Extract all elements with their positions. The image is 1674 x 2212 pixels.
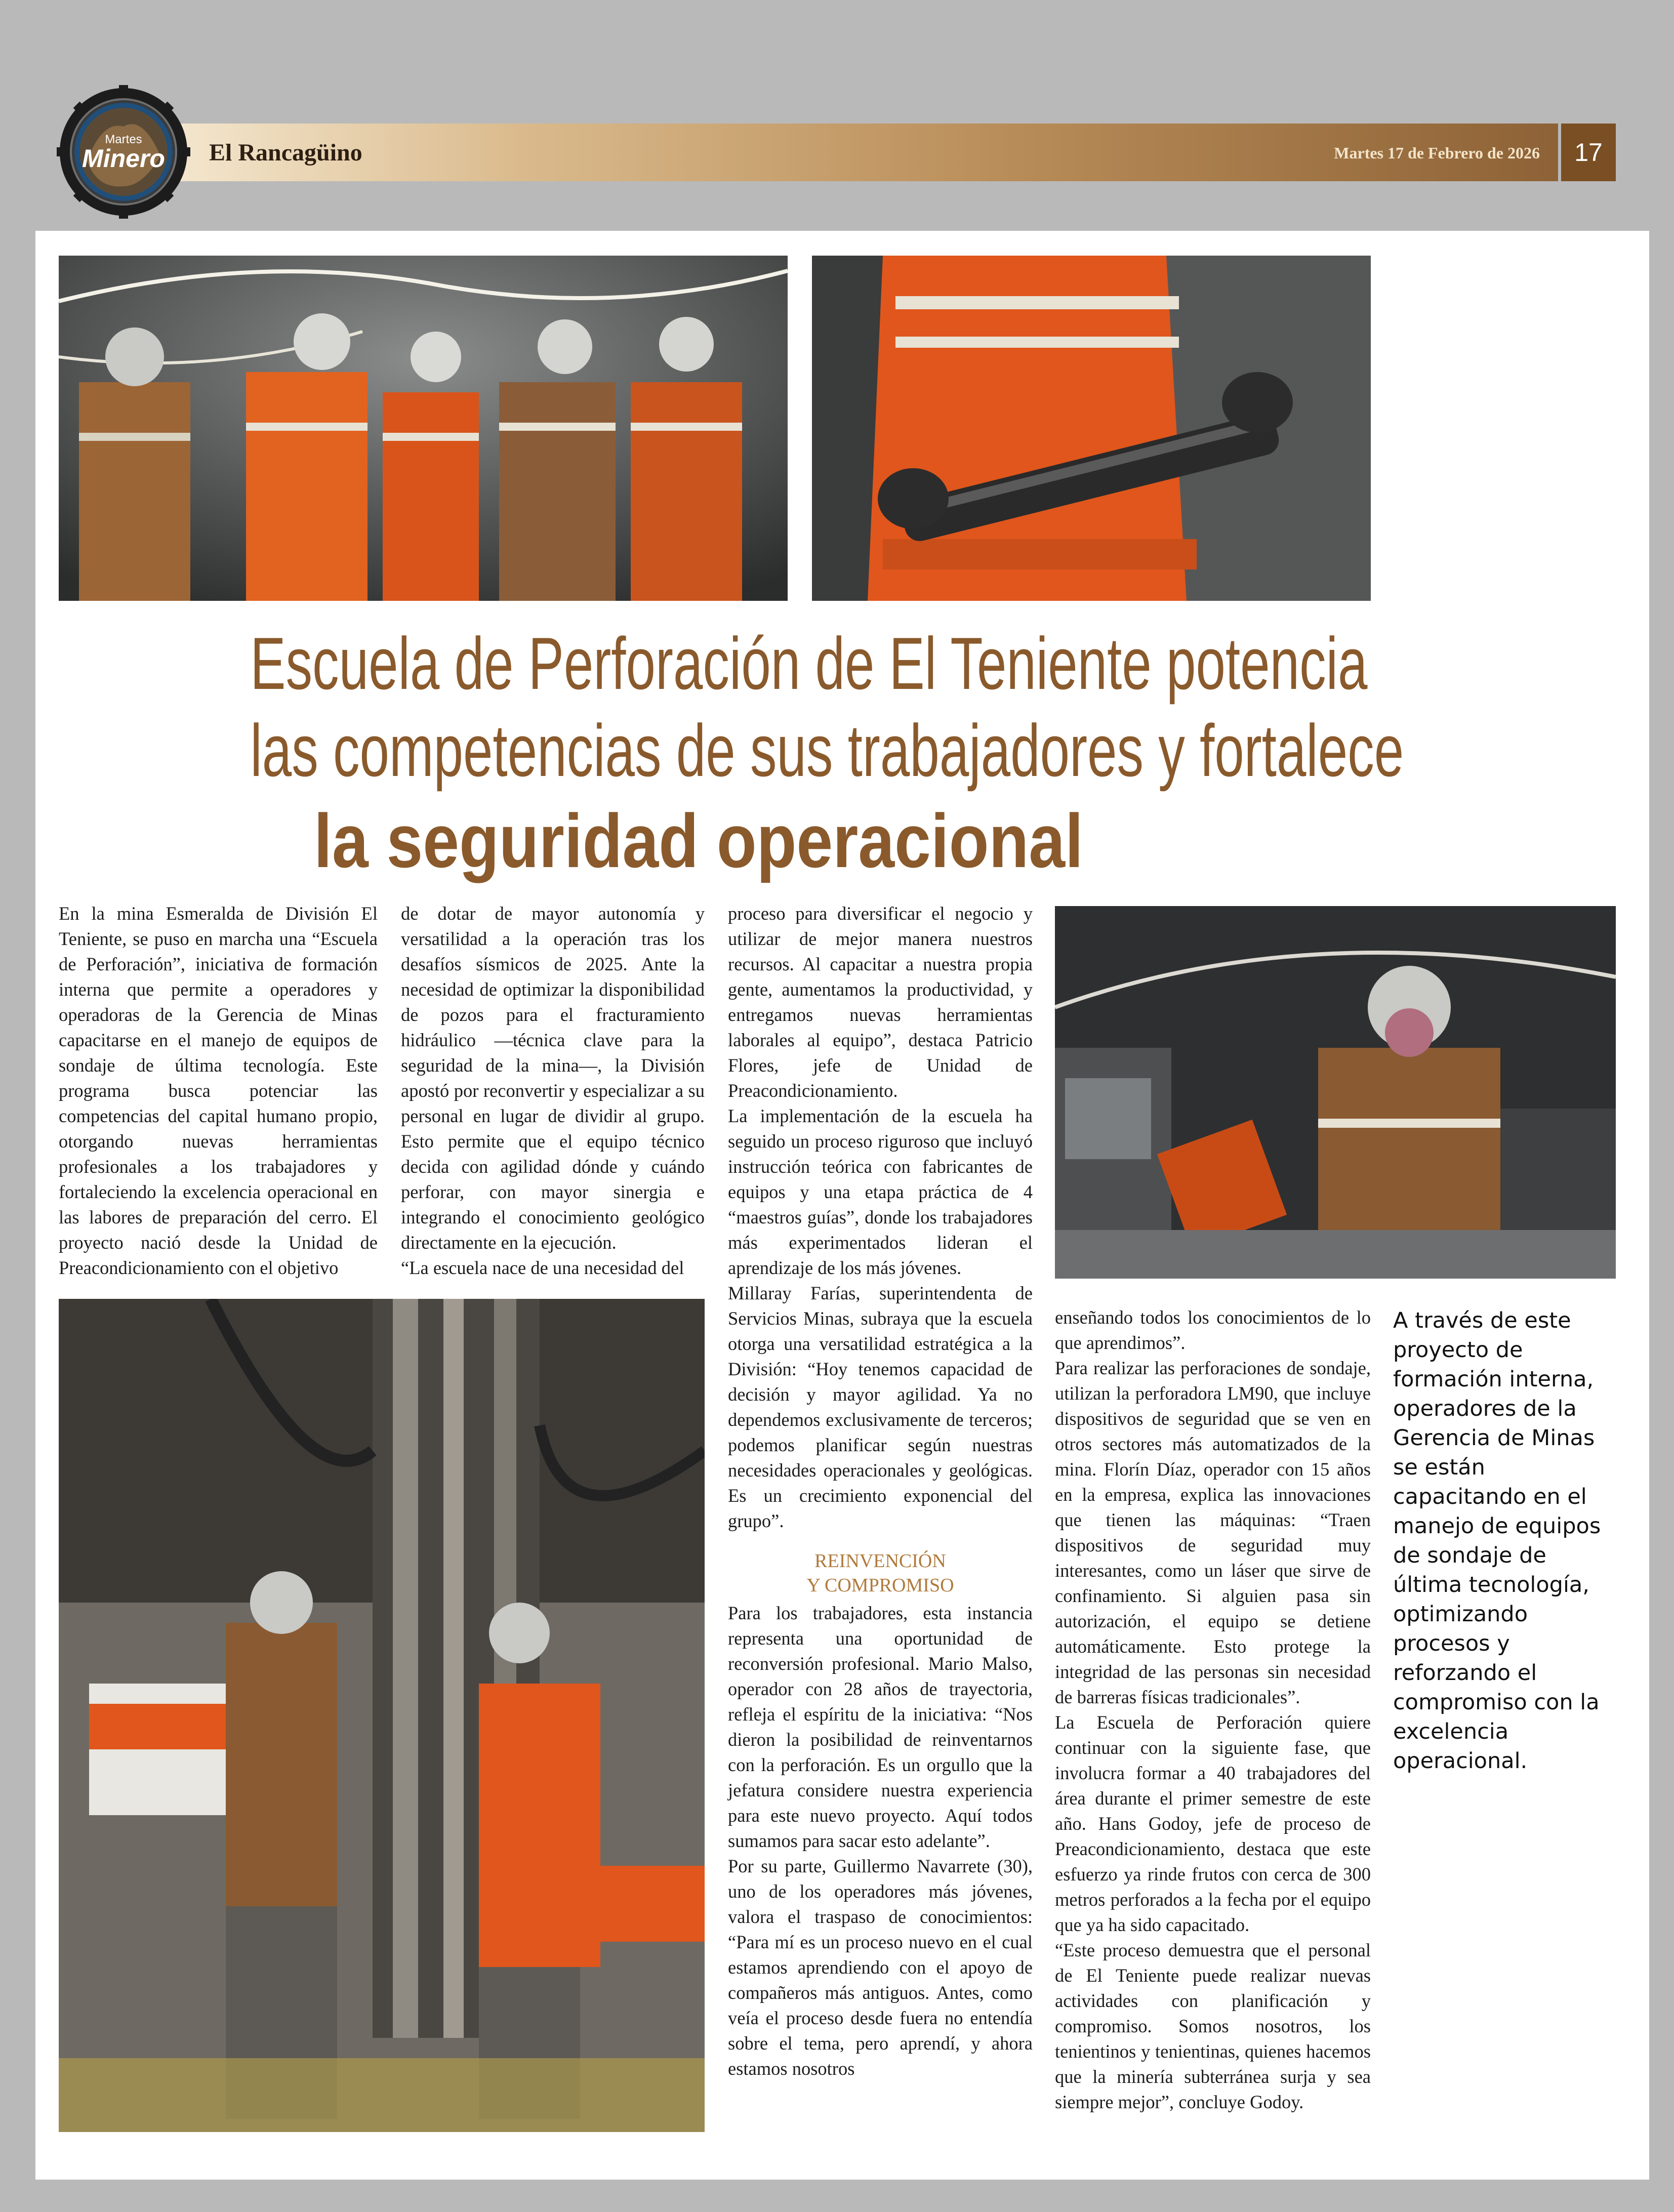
issue-date: Martes 17 de Febrero de 2026 bbox=[1334, 144, 1540, 162]
article-column-4 bbox=[1055, 1305, 1371, 2115]
paragraph: proceso para diversificar el negocio y utilizar de mejor manera nuestros recursos. Al capacitar a nuestra propia gente, aumentamos la productividad, y entregamos nuevas herramientas laborales al equipo”, destaca Patricio Flores, jefe de Unidad de Preacondicionamiento. bbox=[728, 903, 1033, 1101]
paragraph: Para realizar las perforaciones de sondaje, utilizan la perforadora LM90, que incluye dispositivos de seguridad que se ven en otros sectores más automatizados de la mina. Florín Díaz, operador con 15 años en la empresa, explica las innovaciones que tienen las máquinas: “Traen dispositivos de seguridad muy interesantes, como un láser que sirve de confinamiento. Si alguien pasa sin autorización, el equipo se detiene automáticamente. Esto protege la integridad de las personas sin necesidad de barreras físicas tradicionales”. bbox=[1055, 1358, 1371, 1707]
photo-core-sample bbox=[812, 256, 1371, 601]
paragraph: “La escuela nace de una necesidad del bbox=[401, 1257, 684, 1278]
paper-name: El Rancagüino bbox=[209, 139, 362, 166]
paragraph: “Este proceso demuestra que el personal de El Teniente puede realizar nuevas actividades con planificación y compromiso. Somos nosotros, los tenientinos y tenientinas, quienes hacemos que la minería subterránea surja y sea siempre mejor”, concluye Godoy. bbox=[1055, 1940, 1371, 2112]
pull-quote: A través de este proyecto de formación interna, operadores de la Gerencia de Minas se están capacitando en el manejo de equipos de sondaje de última tecnología, optimizando procesos y reforzando el compromiso con la excelencia operacional. bbox=[1393, 1308, 1601, 1774]
paragraph: La implementación de la escuela ha seguido un proceso riguroso que incluyó instrucción teórica con fabricantes de equipos y una etapa práctica de 4 “maestros guías”, donde los trabajadores más experimentados lideran el aprendizaje de los más jóvenes. bbox=[728, 1105, 1033, 1278]
article-column-2 bbox=[401, 901, 705, 1281]
article-column-3 bbox=[728, 901, 1033, 2081]
article-column-1 bbox=[59, 901, 378, 1281]
subhead-line-2: Y COMPROMISO bbox=[806, 1575, 954, 1596]
section-subhead bbox=[728, 1549, 1033, 1597]
headline-line-3: la seguridad operacional bbox=[314, 798, 1083, 883]
headline bbox=[76, 620, 1404, 888]
subhead-line-1: REINVENCIÓN bbox=[814, 1550, 946, 1572]
paragraph: La Escuela de Perforación quiere continuar con la siguiente fase, que involucra formar a 40 trabajadores del área durante el primer semestre de este año. Hans Godoy, jefe de proceso de Preacondicionamiento, destaca que este esfuerzo ya rinde frutos con cerca de 300 metros perforados a la fecha por el equipo que ya ha sido capacitado. bbox=[1055, 1712, 1371, 1935]
paragraph: En la mina Esmeralda de División El Teniente, se puso en marcha una “Escuela de Perforación”, iniciativa de formación interna que permite a operadores y operadoras de la Gerencia de Minas capacitarse en el manejo de equipos de sondaje de última tecnología. Este programa busca potenciar las competencias del capital humano propio, otorgando nuevas herramientas profesionales a los trabajadores y fortaleciendo la excelencia operacional en las labores de preparación del cerro. El proyecto nació desde la Unidad de Preacondicionamiento con el objetivo bbox=[59, 903, 378, 1278]
martes-minero-logo bbox=[57, 85, 190, 219]
paragraph: enseñando todos los conocimientos de lo que aprendimos”. bbox=[1055, 1307, 1371, 1353]
paragraph: Millaray Farías, superintendenta de Servicios Minas, subraya que la escuela otorga una versatilidad estratégica a la División: “Hoy tenemos capacidad de decisión y mayor agilidad. Ya no dependemos exclusivamente de terceros; podemos planificar según nuestras necesidades operacionales y geológicas. Es un crecimiento exponencial del grupo”. bbox=[728, 1283, 1033, 1531]
headline-line-2: las competencias de sus trabajadores y fortalece bbox=[250, 709, 1404, 792]
paragraph: Por su parte, Guillermo Navarrete (30), uno de los operadores más jóvenes, valora el traspaso de conocimientos: “Para mí es un proceso nuevo en el cual estamos aprendiendo con el apoyo de compañeros más antiguos. Antes, como veía el proceso desde fuera no entendía sobre el tema, pero aprendí, y ahora estamos nosotros bbox=[728, 1856, 1033, 2079]
page-number: 17 bbox=[1561, 124, 1616, 181]
logo-small-text: Martes bbox=[105, 133, 142, 146]
photo-group-miners bbox=[59, 256, 788, 601]
logo-big-text: Minero bbox=[82, 144, 165, 173]
headline-line-1: Escuela de Perforación de El Teniente potencia bbox=[250, 622, 1368, 705]
sign-solicitar-autorizacion bbox=[590, 1866, 705, 1942]
paragraph: de dotar de mayor autonomía y versatilidad a la operación tras los desafíos sísmicos de 2025. Ante la necesidad de optimizar la disponibilidad de pozos para el fracturamiento hidráulico —técnica clave para la seguridad de la mina—, la División apostó por reconvertir y especializar a su personal en lugar de dividir al grupo. Esto permite que el equipo técnico decida con agilidad dónde y cuándo perforar, con mayor sinergia e integrando el conocimiento geológico directamente en la ejecución. bbox=[401, 903, 705, 1253]
photo-drill-operators bbox=[59, 1299, 705, 2132]
paragraph: Para los trabajadores, esta instancia representa una oportunidad de reconversión profesional. Mario Malso, operador con 28 años de trayectoria, refleja el espíritu de la iniciativa: “Nos dieron la posibilidad de reinventarnos con la perforación. Es un orgullo que la jefatura considere nuestra experiencia para este nuevo proyecto. Aquí todos sumamos para sacar esto adelante”. bbox=[728, 1603, 1033, 1851]
header-bar bbox=[131, 124, 1558, 181]
photo-drill-controls bbox=[1055, 906, 1616, 1279]
